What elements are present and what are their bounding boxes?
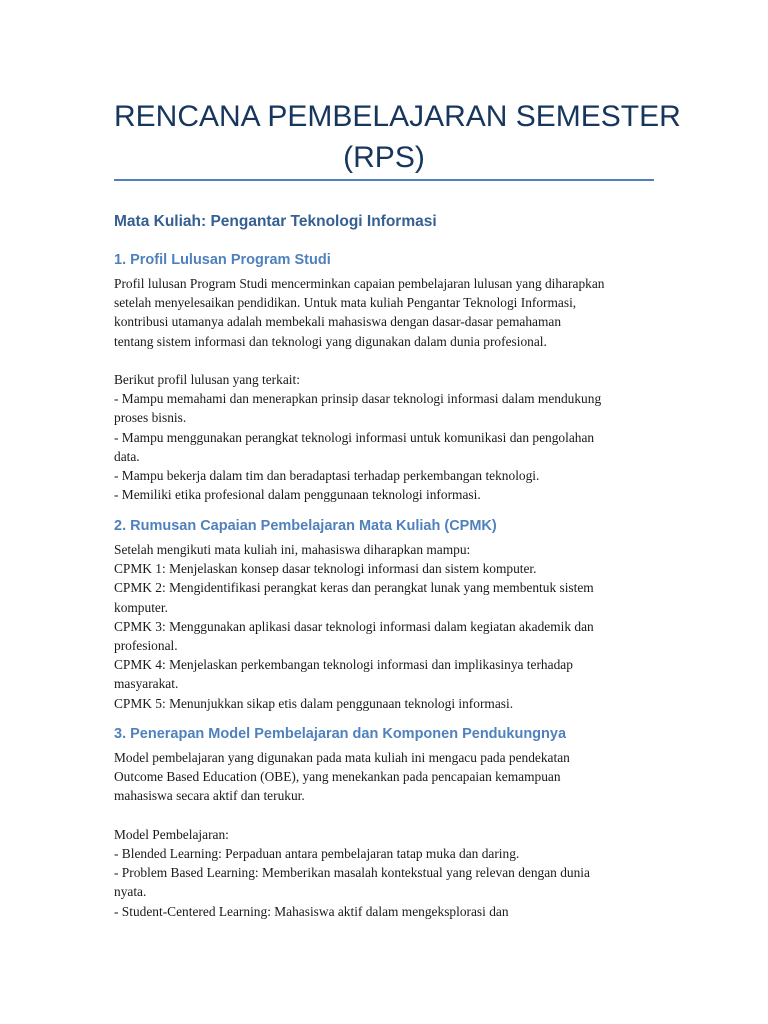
text-line: setelah menyelesaikan pendidikan. Untuk mata kuliah Pengantar Teknologi Informasi, bbox=[114, 295, 577, 311]
text-line: kontribusi utamanya adalah membekali mahasiswa dengan dasar-dasar pemahaman bbox=[114, 314, 562, 330]
list-item: profesional. bbox=[114, 638, 178, 654]
text-line: Setelah mengikuti mata kuliah ini, mahasiswa diharapkan mampu: bbox=[114, 542, 471, 557]
section-3-body bbox=[114, 748, 654, 921]
list-intro: Berikut profil lulusan yang terkait: bbox=[114, 372, 300, 387]
text-line: tentang sistem informasi dan teknologi yang digunakan dalam dunia profesional. bbox=[114, 333, 547, 349]
list-item: komputer. bbox=[114, 599, 168, 615]
list-item: proses bisnis. bbox=[114, 410, 187, 426]
section-2-heading: 2. Rumusan Capaian Pembelajaran Mata Kuliah (CPMK) bbox=[114, 518, 497, 534]
paragraph-gap bbox=[114, 806, 654, 825]
course-heading: Mata Kuliah: Pengantar Teknologi Informasi bbox=[114, 213, 437, 230]
title-underline bbox=[114, 179, 654, 181]
list-item: CPMK 1: Menjelaskan konsep dasar teknologi informasi dan sistem komputer. bbox=[114, 561, 537, 577]
list-item: nyata. bbox=[114, 884, 147, 900]
text-line: Outcome Based Education (OBE), yang menekankan pada pencapaian kemampuan bbox=[114, 769, 561, 785]
title-line: RENCANA PEMBELAJARAN SEMESTER bbox=[114, 100, 681, 133]
list-item: - Memiliki etika profesional dalam penggunaan teknologi informasi. bbox=[114, 487, 481, 503]
section-3-heading: 3. Penerapan Model Pembelajaran dan Komponen Pendukungnya bbox=[114, 726, 567, 742]
text-line: Profil lulusan Program Studi mencerminkan capaian pembelajaran lulusan yang diharapkan bbox=[114, 276, 605, 291]
list-item: CPMK 2: Mengidentifikasi perangkat keras dan perangkat lunak yang membentuk sistem bbox=[114, 580, 594, 596]
list-item: - Mampu menggunakan perangkat teknologi informasi untuk komunikasi dan pengolahan bbox=[114, 429, 595, 445]
list-item: - Student-Centered Learning: Mahasiswa aktif dalam mengeksplorasi dan bbox=[114, 903, 509, 919]
title-line: (RPS) bbox=[343, 141, 425, 174]
list-item: CPMK 5: Menunjukkan sikap etis dalam penggunaan teknologi informasi. bbox=[114, 695, 514, 711]
list-item: CPMK 3: Menggunakan aplikasi dasar teknologi informasi dalam kegiatan akademik dan bbox=[114, 618, 594, 634]
text-line: mahasiswa secara aktif dan terukur. bbox=[114, 788, 305, 804]
list-item: - Blended Learning: Perpaduan antara pembelajaran tatap muka dan daring. bbox=[114, 846, 520, 861]
list-item: CPMK 4: Menjelaskan perkembangan teknologi informasi dan implikasinya terhadap bbox=[114, 657, 573, 673]
section-2-body bbox=[114, 540, 654, 713]
list-item: masyarakat. bbox=[114, 676, 179, 692]
paragraph-gap bbox=[114, 351, 654, 370]
list-item: data. bbox=[114, 448, 140, 464]
document-title bbox=[114, 96, 681, 178]
list-item: - Problem Based Learning: Memberikan masalah kontekstual yang relevan dengan dunia bbox=[114, 865, 590, 881]
list-item: - Mampu memahami dan menerapkan prinsip dasar teknologi informasi dalam mendukung bbox=[114, 391, 602, 407]
section-1-heading: 1. Profil Lulusan Program Studi bbox=[114, 252, 331, 268]
section-1-body bbox=[114, 274, 654, 504]
list-item: - Mampu bekerja dalam tim dan beradaptasi terhadap perkembangan teknologi. bbox=[114, 468, 540, 484]
text-line: Model pembelajaran yang digunakan pada mata kuliah ini mengacu pada pendekatan bbox=[114, 750, 570, 765]
list-intro: Model Pembelajaran: bbox=[114, 826, 229, 842]
